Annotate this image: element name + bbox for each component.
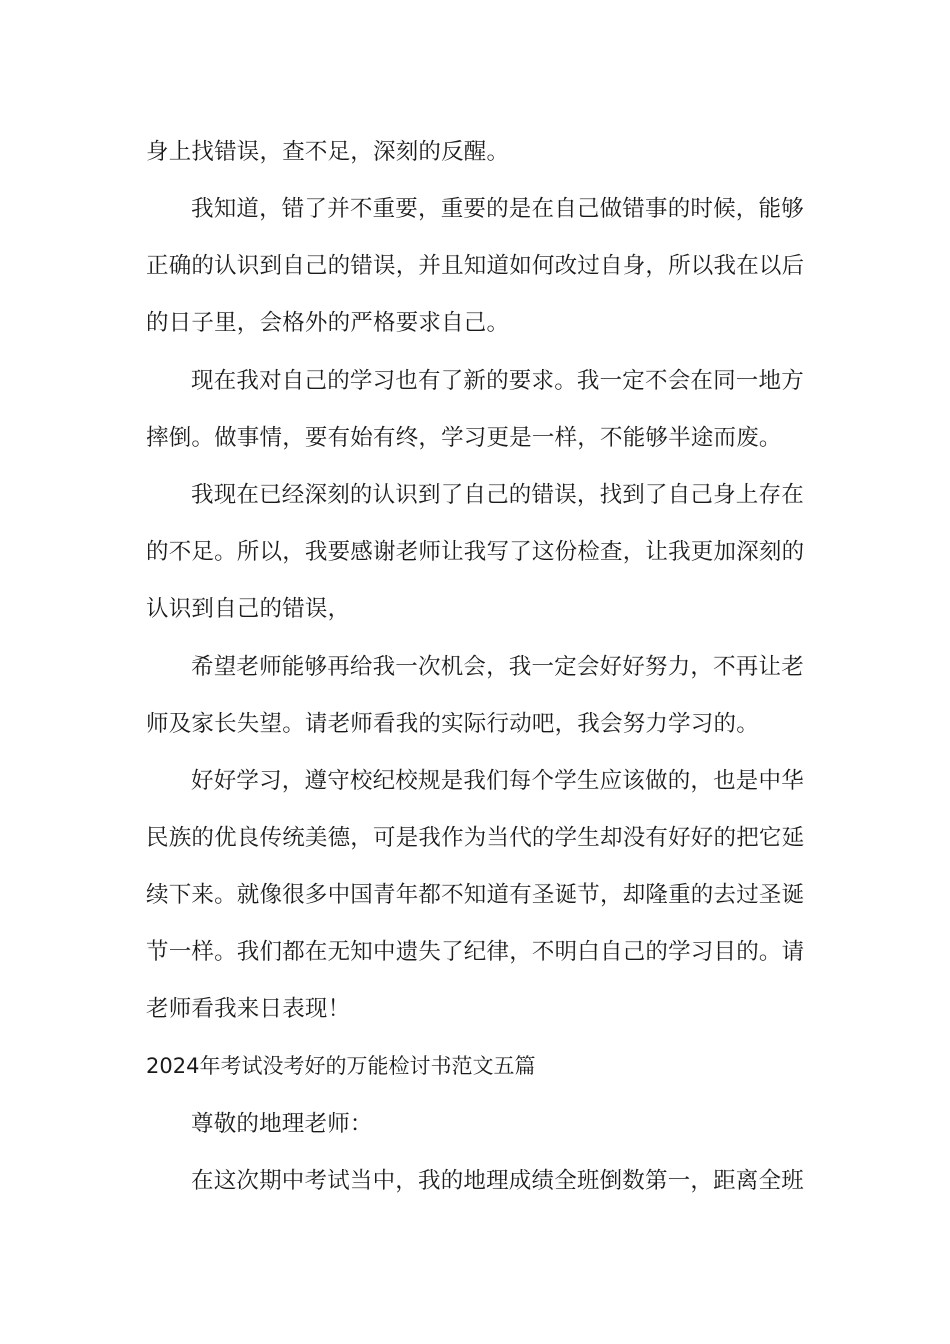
text-line: 的日子里，会格外的严格要求自己。 — [146, 310, 510, 336]
text-line: 民族的优良传统美德，可是我作为当代的学生却没有好好的把它延 — [146, 825, 805, 851]
paragraph-start: 我知道，错了并不重要，重要的是在自己做错事的时候，能够 — [191, 196, 804, 222]
paragraph-start: 现在我对自己的学习也有了新的要求。我一定不会在同一地方 — [191, 368, 804, 394]
text-line: 的不足。所以，我要感谢老师让我写了这份检查，让我更加深刻的 — [146, 539, 805, 565]
text-line: 正确的认识到自己的错误，并且知道如何改过自身，所以我在以后 — [146, 253, 805, 279]
paragraph-start: 我现在已经深刻的认识到了自己的错误，找到了自己身上存在 — [191, 482, 804, 508]
text-line: 老师看我来日表现！ — [146, 996, 351, 1022]
text-line: 身上找错误，查不足，深刻的反醒。 — [146, 139, 510, 165]
paragraph-start: 好好学习，遵守校纪校规是我们每个学生应该做的，也是中华 — [191, 768, 804, 794]
paragraph-start: 希望老师能够再给我一次机会，我一定会好好努力，不再让老 — [191, 654, 804, 680]
text-line: 节一样。我们都在无知中遗失了纪律，不明白自己的学习目的。请 — [146, 939, 805, 965]
paragraph-start: 在这次期中考试当中，我的地理成绩全班倒数第一，距离全班 — [191, 1168, 804, 1194]
text-line: 摔倒。做事情，要有始有终，学习更是一样，不能够半途而废。 — [146, 425, 782, 451]
text-line: 续下来。就像很多中国青年都不知道有圣诞节，却隆重的去过圣诞 — [146, 882, 805, 908]
section-title: 2024年考试没考好的万能检讨书范文五篇 — [146, 1054, 536, 1078]
salutation: 尊敬的地理老师： — [191, 1111, 373, 1137]
text-line: 认识到自己的错误， — [146, 596, 351, 622]
text-line: 师及家长失望。请老师看我的实际行动吧，我会努力学习的。 — [146, 711, 759, 737]
